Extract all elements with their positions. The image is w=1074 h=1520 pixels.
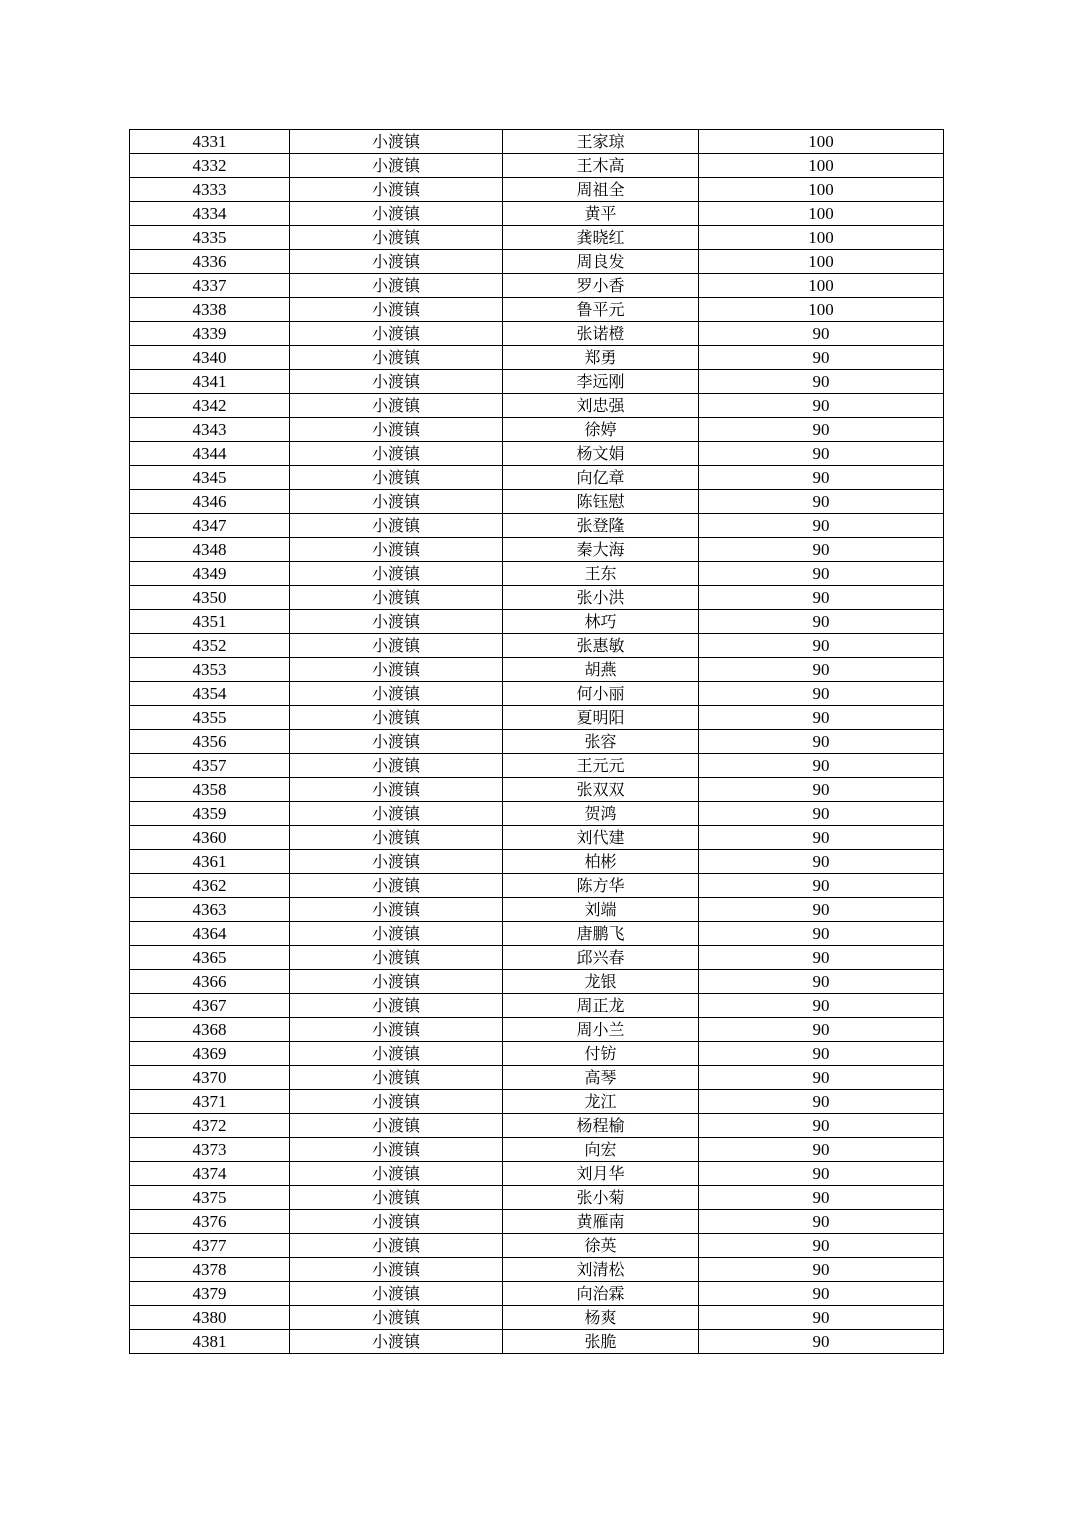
- cell-score: 90: [699, 1066, 944, 1090]
- cell-id: 4365: [130, 946, 290, 970]
- cell-id: 4360: [130, 826, 290, 850]
- cell-id: 4371: [130, 1090, 290, 1114]
- table-row: [130, 802, 944, 826]
- cell-score: 90: [699, 1306, 944, 1330]
- cell-name: 刘代建: [503, 826, 699, 850]
- cell-name: 付钫: [503, 1042, 699, 1066]
- cell-town: 小渡镇: [290, 850, 503, 874]
- cell-id: 4349: [130, 562, 290, 586]
- cell-score: 90: [699, 634, 944, 658]
- cell-name: 周小兰: [503, 1018, 699, 1042]
- cell-id: 4363: [130, 898, 290, 922]
- cell-id: 4342: [130, 394, 290, 418]
- table-row: [130, 1258, 944, 1282]
- cell-id: 4350: [130, 586, 290, 610]
- cell-id: 4366: [130, 970, 290, 994]
- cell-name: 张登隆: [503, 514, 699, 538]
- table-row: [130, 1162, 944, 1186]
- cell-id: 4354: [130, 682, 290, 706]
- table-row: [130, 1234, 944, 1258]
- table-row: [130, 322, 944, 346]
- table-row: [130, 1330, 944, 1354]
- cell-name: 杨程榆: [503, 1114, 699, 1138]
- cell-name: 夏明阳: [503, 706, 699, 730]
- cell-name: 何小丽: [503, 682, 699, 706]
- cell-name: 张脆: [503, 1330, 699, 1354]
- table-row: [130, 346, 944, 370]
- cell-town: 小渡镇: [290, 1258, 503, 1282]
- cell-town: 小渡镇: [290, 130, 503, 154]
- cell-score: 90: [699, 610, 944, 634]
- cell-id: 4374: [130, 1162, 290, 1186]
- cell-town: 小渡镇: [290, 1282, 503, 1306]
- cell-score: 90: [699, 898, 944, 922]
- table-row: [130, 202, 944, 226]
- cell-score: 90: [699, 1042, 944, 1066]
- cell-id: 4380: [130, 1306, 290, 1330]
- cell-score: 90: [699, 1114, 944, 1138]
- cell-town: 小渡镇: [290, 874, 503, 898]
- cell-name: 贺鸿: [503, 802, 699, 826]
- cell-town: 小渡镇: [290, 154, 503, 178]
- cell-score: 100: [699, 250, 944, 274]
- cell-id: 4345: [130, 466, 290, 490]
- roster-table-body: [130, 130, 944, 1354]
- cell-name: 黄平: [503, 202, 699, 226]
- cell-name: 张小洪: [503, 586, 699, 610]
- table-row: [130, 778, 944, 802]
- cell-score: 90: [699, 994, 944, 1018]
- cell-name: 杨爽: [503, 1306, 699, 1330]
- table-row: [130, 442, 944, 466]
- table-row: [130, 562, 944, 586]
- cell-id: 4361: [130, 850, 290, 874]
- cell-town: 小渡镇: [290, 202, 503, 226]
- cell-score: 90: [699, 538, 944, 562]
- roster-table: [129, 129, 944, 1354]
- cell-id: 4377: [130, 1234, 290, 1258]
- cell-name: 柏彬: [503, 850, 699, 874]
- cell-name: 龙江: [503, 1090, 699, 1114]
- cell-id: 4379: [130, 1282, 290, 1306]
- cell-id: 4355: [130, 706, 290, 730]
- cell-name: 陈钰慰: [503, 490, 699, 514]
- cell-id: 4356: [130, 730, 290, 754]
- cell-score: 90: [699, 1330, 944, 1354]
- cell-id: 4369: [130, 1042, 290, 1066]
- cell-score: 90: [699, 1210, 944, 1234]
- cell-town: 小渡镇: [290, 514, 503, 538]
- cell-name: 徐英: [503, 1234, 699, 1258]
- table-row: [130, 1282, 944, 1306]
- table-row: [130, 946, 944, 970]
- table-row: [130, 538, 944, 562]
- table-row: [130, 850, 944, 874]
- table-row: [130, 922, 944, 946]
- cell-score: 90: [699, 1018, 944, 1042]
- cell-town: 小渡镇: [290, 466, 503, 490]
- cell-id: 4364: [130, 922, 290, 946]
- table-row: [130, 586, 944, 610]
- cell-score: 90: [699, 466, 944, 490]
- cell-score: 100: [699, 298, 944, 322]
- cell-name: 张小菊: [503, 1186, 699, 1210]
- table-row: [130, 994, 944, 1018]
- cell-score: 90: [699, 730, 944, 754]
- table-row: [130, 634, 944, 658]
- cell-name: 龚晓红: [503, 226, 699, 250]
- cell-town: 小渡镇: [290, 1090, 503, 1114]
- table-row: [130, 1114, 944, 1138]
- cell-score: 90: [699, 1258, 944, 1282]
- cell-town: 小渡镇: [290, 1306, 503, 1330]
- cell-score: 90: [699, 1234, 944, 1258]
- cell-name: 刘月华: [503, 1162, 699, 1186]
- cell-town: 小渡镇: [290, 370, 503, 394]
- cell-name: 王家琼: [503, 130, 699, 154]
- cell-town: 小渡镇: [290, 418, 503, 442]
- cell-score: 90: [699, 442, 944, 466]
- cell-score: 90: [699, 802, 944, 826]
- cell-id: 4381: [130, 1330, 290, 1354]
- cell-name: 张容: [503, 730, 699, 754]
- cell-town: 小渡镇: [290, 226, 503, 250]
- cell-score: 90: [699, 490, 944, 514]
- cell-id: 4359: [130, 802, 290, 826]
- table-row: [130, 970, 944, 994]
- cell-name: 向宏: [503, 1138, 699, 1162]
- cell-town: 小渡镇: [290, 1162, 503, 1186]
- cell-score: 90: [699, 1138, 944, 1162]
- cell-id: 4352: [130, 634, 290, 658]
- cell-town: 小渡镇: [290, 1330, 503, 1354]
- table-row: [130, 1066, 944, 1090]
- cell-name: 陈方华: [503, 874, 699, 898]
- cell-name: 王木高: [503, 154, 699, 178]
- table-row: [130, 370, 944, 394]
- cell-name: 张诺橙: [503, 322, 699, 346]
- cell-id: 4344: [130, 442, 290, 466]
- cell-id: 4337: [130, 274, 290, 298]
- cell-id: 4335: [130, 226, 290, 250]
- cell-town: 小渡镇: [290, 778, 503, 802]
- table-row: [130, 154, 944, 178]
- cell-score: 90: [699, 706, 944, 730]
- cell-town: 小渡镇: [290, 970, 503, 994]
- table-row: [130, 418, 944, 442]
- cell-id: 4357: [130, 754, 290, 778]
- cell-score: 90: [699, 1282, 944, 1306]
- cell-town: 小渡镇: [290, 730, 503, 754]
- cell-score: 90: [699, 562, 944, 586]
- cell-town: 小渡镇: [290, 1210, 503, 1234]
- table-row: [130, 130, 944, 154]
- cell-town: 小渡镇: [290, 706, 503, 730]
- table-row: [130, 1138, 944, 1162]
- cell-name: 林巧: [503, 610, 699, 634]
- table-row: [130, 178, 944, 202]
- table-row: [130, 874, 944, 898]
- cell-score: 90: [699, 1162, 944, 1186]
- cell-id: 4331: [130, 130, 290, 154]
- cell-town: 小渡镇: [290, 274, 503, 298]
- cell-score: 90: [699, 874, 944, 898]
- cell-name: 胡燕: [503, 658, 699, 682]
- cell-town: 小渡镇: [290, 490, 503, 514]
- cell-id: 4362: [130, 874, 290, 898]
- cell-town: 小渡镇: [290, 1234, 503, 1258]
- cell-town: 小渡镇: [290, 442, 503, 466]
- cell-name: 李远刚: [503, 370, 699, 394]
- cell-id: 4351: [130, 610, 290, 634]
- cell-score: 90: [699, 754, 944, 778]
- cell-town: 小渡镇: [290, 394, 503, 418]
- cell-id: 4341: [130, 370, 290, 394]
- cell-id: 4368: [130, 1018, 290, 1042]
- cell-name: 张惠敏: [503, 634, 699, 658]
- cell-name: 邱兴春: [503, 946, 699, 970]
- cell-score: 90: [699, 1090, 944, 1114]
- cell-name: 张双双: [503, 778, 699, 802]
- cell-town: 小渡镇: [290, 994, 503, 1018]
- cell-town: 小渡镇: [290, 1138, 503, 1162]
- table-row: [130, 1018, 944, 1042]
- cell-town: 小渡镇: [290, 1186, 503, 1210]
- cell-id: 4375: [130, 1186, 290, 1210]
- cell-town: 小渡镇: [290, 658, 503, 682]
- cell-score: 100: [699, 130, 944, 154]
- cell-score: 100: [699, 154, 944, 178]
- cell-town: 小渡镇: [290, 946, 503, 970]
- cell-id: 4348: [130, 538, 290, 562]
- table-row: [130, 730, 944, 754]
- table-row: [130, 250, 944, 274]
- cell-town: 小渡镇: [290, 346, 503, 370]
- cell-id: 4332: [130, 154, 290, 178]
- cell-town: 小渡镇: [290, 898, 503, 922]
- cell-id: 4372: [130, 1114, 290, 1138]
- cell-score: 90: [699, 970, 944, 994]
- cell-town: 小渡镇: [290, 562, 503, 586]
- cell-score: 90: [699, 514, 944, 538]
- cell-town: 小渡镇: [290, 634, 503, 658]
- cell-name: 刘忠强: [503, 394, 699, 418]
- table-row: [130, 1090, 944, 1114]
- cell-name: 罗小香: [503, 274, 699, 298]
- cell-score: 90: [699, 826, 944, 850]
- cell-id: 4340: [130, 346, 290, 370]
- cell-name: 向亿章: [503, 466, 699, 490]
- table-row: [130, 226, 944, 250]
- cell-score: 90: [699, 778, 944, 802]
- cell-town: 小渡镇: [290, 610, 503, 634]
- cell-score: 100: [699, 226, 944, 250]
- table-row: [130, 298, 944, 322]
- table-row: [130, 274, 944, 298]
- cell-town: 小渡镇: [290, 298, 503, 322]
- cell-score: 90: [699, 658, 944, 682]
- cell-score: 90: [699, 946, 944, 970]
- cell-town: 小渡镇: [290, 682, 503, 706]
- cell-name: 王东: [503, 562, 699, 586]
- cell-id: 4378: [130, 1258, 290, 1282]
- cell-town: 小渡镇: [290, 1042, 503, 1066]
- table-row: [130, 1186, 944, 1210]
- cell-name: 向治霖: [503, 1282, 699, 1306]
- cell-name: 王元元: [503, 754, 699, 778]
- cell-id: 4347: [130, 514, 290, 538]
- cell-score: 90: [699, 586, 944, 610]
- cell-name: 刘端: [503, 898, 699, 922]
- cell-town: 小渡镇: [290, 1066, 503, 1090]
- cell-town: 小渡镇: [290, 922, 503, 946]
- cell-name: 周祖全: [503, 178, 699, 202]
- cell-score: 90: [699, 850, 944, 874]
- cell-name: 秦大海: [503, 538, 699, 562]
- cell-score: 90: [699, 682, 944, 706]
- cell-name: 刘清松: [503, 1258, 699, 1282]
- cell-town: 小渡镇: [290, 826, 503, 850]
- cell-town: 小渡镇: [290, 1018, 503, 1042]
- cell-name: 高琴: [503, 1066, 699, 1090]
- cell-name: 黄雁南: [503, 1210, 699, 1234]
- cell-id: 4336: [130, 250, 290, 274]
- table-row: [130, 1306, 944, 1330]
- cell-score: 90: [699, 1186, 944, 1210]
- cell-town: 小渡镇: [290, 754, 503, 778]
- cell-town: 小渡镇: [290, 1114, 503, 1138]
- cell-town: 小渡镇: [290, 178, 503, 202]
- cell-name: 鲁平元: [503, 298, 699, 322]
- table-row: [130, 706, 944, 730]
- cell-town: 小渡镇: [290, 250, 503, 274]
- table-row: [130, 658, 944, 682]
- table-row: [130, 898, 944, 922]
- cell-name: 唐鹏飞: [503, 922, 699, 946]
- cell-score: 100: [699, 274, 944, 298]
- cell-id: 4370: [130, 1066, 290, 1090]
- cell-id: 4353: [130, 658, 290, 682]
- cell-id: 4334: [130, 202, 290, 226]
- cell-town: 小渡镇: [290, 802, 503, 826]
- table-row: [130, 490, 944, 514]
- cell-score: 90: [699, 922, 944, 946]
- cell-id: 4376: [130, 1210, 290, 1234]
- cell-name: 徐婷: [503, 418, 699, 442]
- cell-id: 4333: [130, 178, 290, 202]
- cell-name: 杨文娟: [503, 442, 699, 466]
- cell-id: 4358: [130, 778, 290, 802]
- cell-town: 小渡镇: [290, 538, 503, 562]
- cell-id: 4338: [130, 298, 290, 322]
- cell-name: 周良发: [503, 250, 699, 274]
- table-row: [130, 1042, 944, 1066]
- cell-score: 90: [699, 346, 944, 370]
- cell-score: 100: [699, 178, 944, 202]
- table-row: [130, 754, 944, 778]
- table-row: [130, 826, 944, 850]
- cell-name: 龙银: [503, 970, 699, 994]
- table-row: [130, 1210, 944, 1234]
- table-row: [130, 514, 944, 538]
- cell-id: 4339: [130, 322, 290, 346]
- table-row: [130, 682, 944, 706]
- table-row: [130, 466, 944, 490]
- cell-name: 郑勇: [503, 346, 699, 370]
- cell-id: 4373: [130, 1138, 290, 1162]
- table-row: [130, 610, 944, 634]
- cell-score: 100: [699, 202, 944, 226]
- cell-id: 4367: [130, 994, 290, 1018]
- cell-score: 90: [699, 370, 944, 394]
- cell-score: 90: [699, 394, 944, 418]
- cell-id: 4343: [130, 418, 290, 442]
- cell-town: 小渡镇: [290, 322, 503, 346]
- cell-name: 周正龙: [503, 994, 699, 1018]
- table-row: [130, 394, 944, 418]
- cell-score: 90: [699, 322, 944, 346]
- cell-score: 90: [699, 418, 944, 442]
- cell-town: 小渡镇: [290, 586, 503, 610]
- cell-id: 4346: [130, 490, 290, 514]
